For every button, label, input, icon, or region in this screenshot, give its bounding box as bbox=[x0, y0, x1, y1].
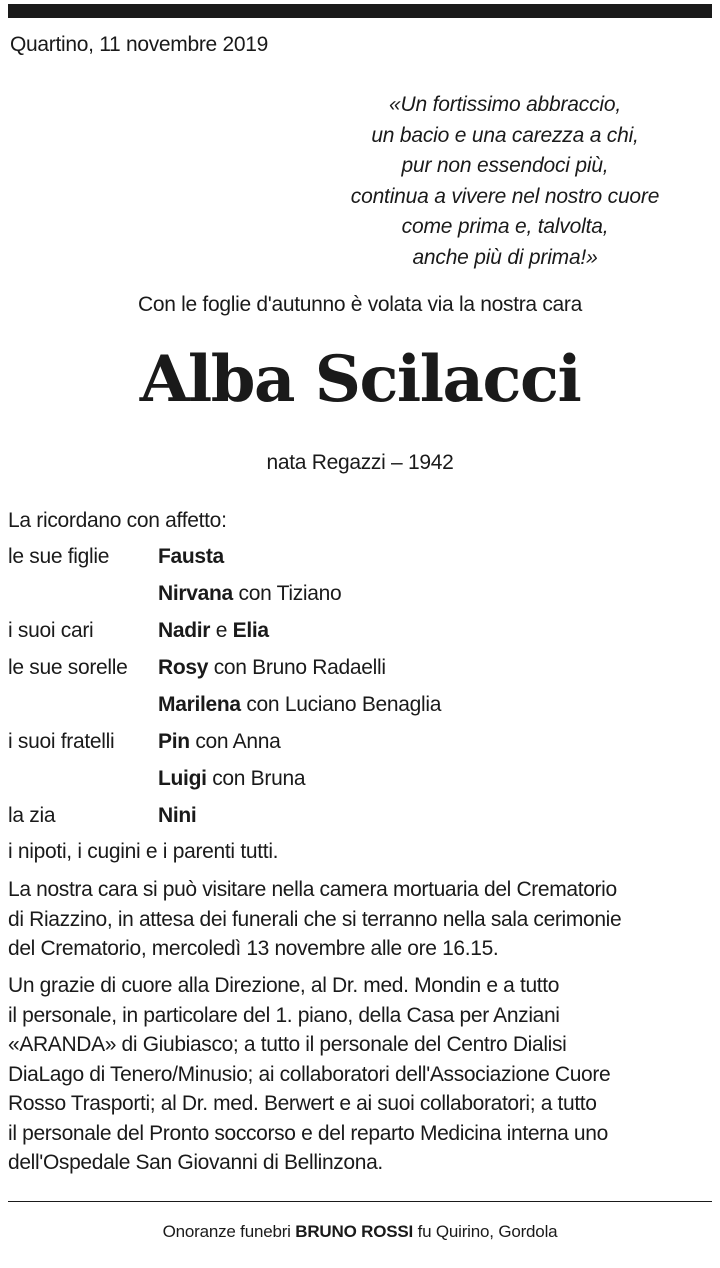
relative-row bbox=[8, 651, 441, 688]
relatives-lead: La ricordano con affetto: bbox=[8, 509, 227, 532]
paragraph-line: del Crematorio, mercoledì 13 novembre alle ore 16.15. bbox=[8, 937, 499, 960]
relatives-list bbox=[8, 540, 441, 836]
footer-prefix: Onoranze funebri bbox=[162, 1222, 296, 1241]
epigraph-line: continua a vivere nel nostro cuore bbox=[350, 184, 660, 208]
paragraph-line: di Riazzino, in attesa dei funerali che si terranno nella sala cerimonie bbox=[8, 907, 622, 931]
relative-row bbox=[8, 577, 441, 614]
deceased-name: Alba Scilacci bbox=[139, 342, 581, 417]
relative-name: Nini bbox=[158, 804, 197, 827]
relative-name: Pin bbox=[158, 730, 190, 753]
relative-detail: con Tiziano bbox=[232, 582, 342, 605]
relative-name: Nadir bbox=[158, 619, 211, 642]
relative-row bbox=[8, 725, 441, 762]
relation-label: la zia bbox=[8, 804, 56, 827]
funeral-home-credit bbox=[0, 1222, 720, 1242]
epigraph-line: come prima e, talvolta, bbox=[401, 215, 609, 238]
paragraph-line: il personale del Pronto soccorso e del reparto Medicina interna uno bbox=[8, 1121, 608, 1145]
place-date: Quartino, 11 novembre 2019 bbox=[10, 33, 268, 56]
epigraph-line: pur non essendoci più, bbox=[401, 154, 609, 177]
thanks-paragraph bbox=[8, 971, 708, 1178]
relative-row bbox=[8, 762, 441, 799]
relatives-closing: i nipoti, i cugini e i parenti tutti. bbox=[8, 840, 279, 863]
footer-suffix: fu Quirino, Gordola bbox=[413, 1222, 558, 1241]
relative-row bbox=[8, 799, 441, 836]
relative-name: Elia bbox=[232, 619, 269, 642]
relation-label: i suoi fratelli bbox=[8, 730, 115, 753]
relative-name: Fausta bbox=[158, 545, 224, 568]
relative-detail: e bbox=[210, 619, 233, 642]
paragraph-line: La nostra cara si può visitare nella camera mortuaria del Crematorio bbox=[8, 878, 617, 901]
paragraph-line: Un grazie di cuore alla Direzione, al Dr. med. Mondin e a tutto bbox=[8, 974, 560, 997]
relative-detail: con Bruna bbox=[206, 767, 306, 790]
relation-label: le sue sorelle bbox=[8, 656, 128, 679]
relation-label: le sue figlie bbox=[8, 545, 110, 568]
epigraph-line: un bacio e una carezza a chi, bbox=[371, 123, 639, 147]
announcement-intro: Con le foglie d'autunno è volata via la nostra cara bbox=[137, 293, 582, 316]
relative-row bbox=[8, 540, 441, 577]
relative-row bbox=[8, 614, 441, 651]
relative-name: Nirvana bbox=[158, 582, 233, 605]
paragraph-line: dell'Ospedale San Giovanni di Bellinzona. bbox=[8, 1151, 383, 1174]
paragraph-line: il personale, in particolare del 1. piano, della Casa per Anziani bbox=[8, 1003, 560, 1027]
paragraph-line: Rosso Trasporti; al Dr. med. Berwert e ai suoi collaboratori; a tutto bbox=[8, 1092, 597, 1115]
relative-name: Luigi bbox=[158, 767, 207, 790]
top-rule bbox=[8, 4, 712, 18]
paragraph-line: «ARANDA» di Giubiasco; a tutto il personale del Centro Dialisi bbox=[8, 1033, 567, 1056]
epigraph-quote bbox=[300, 90, 710, 273]
visitation-paragraph bbox=[8, 875, 708, 964]
relative-detail: con Anna bbox=[189, 730, 281, 753]
paragraph-line: DiaLago di Tenero/Minusio; ai collaboratori dell'Associazione Cuore bbox=[8, 1062, 611, 1086]
relative-row bbox=[8, 688, 441, 725]
relative-detail: con Luciano Benaglia bbox=[240, 693, 442, 716]
relative-name: Rosy bbox=[158, 656, 209, 679]
relation-label: i suoi cari bbox=[8, 619, 94, 642]
birth-info: nata Regazzi – 1942 bbox=[266, 451, 454, 474]
bottom-rule bbox=[8, 1201, 712, 1202]
relative-detail: con Bruno Radaelli bbox=[208, 656, 386, 679]
epigraph-line: «Un fortissimo abbraccio, bbox=[389, 93, 621, 116]
relative-name: Marilena bbox=[158, 693, 241, 716]
epigraph-line: anche più di prima!» bbox=[412, 245, 598, 269]
funeral-home-name: BRUNO ROSSI bbox=[295, 1222, 414, 1241]
